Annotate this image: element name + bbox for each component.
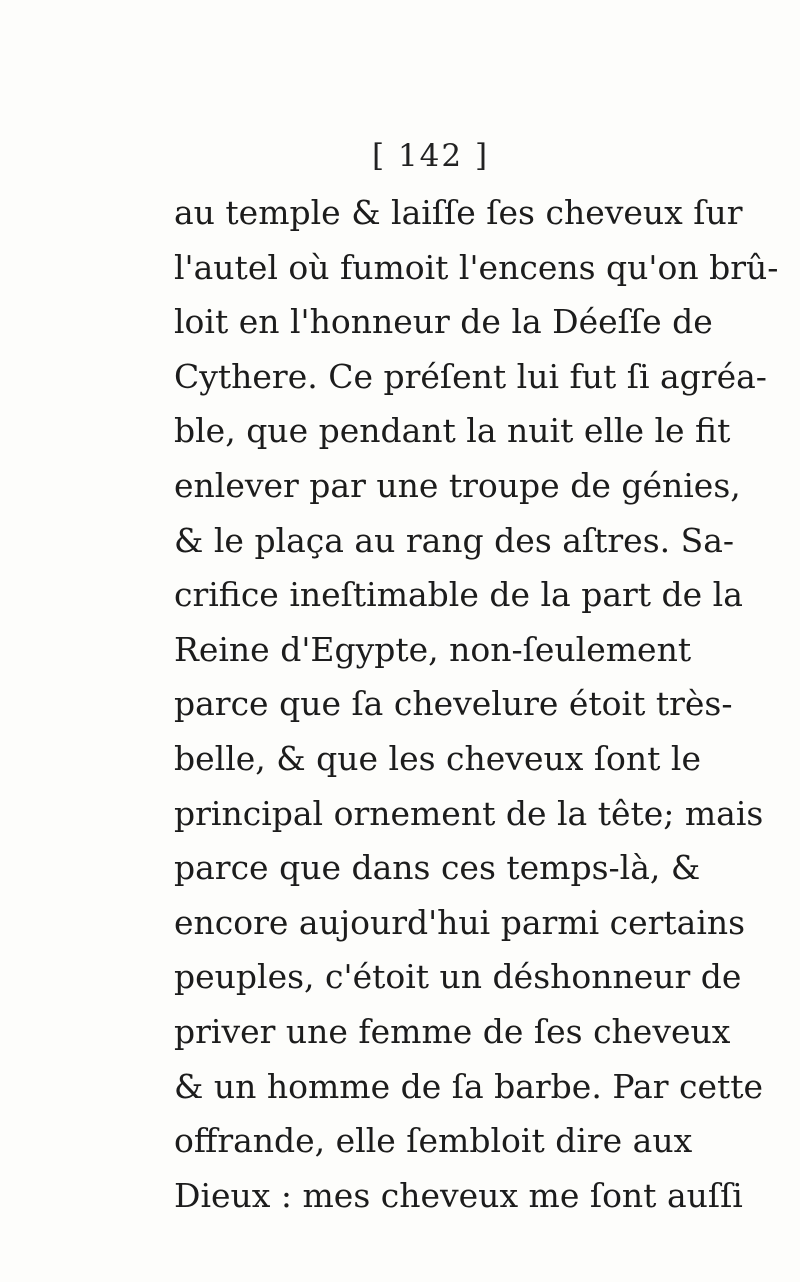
text-line: principal ornement de la tête; mais — [174, 793, 764, 833]
text-line: offrande, elle ſembloit dire aux — [174, 1121, 693, 1161]
page-number-header: [ 142 ] — [372, 138, 490, 174]
text-line: peuples, c'étoit un déshonneur de — [174, 957, 742, 997]
text-line: au temple & laiſſe ſes cheveux ſur — [174, 193, 743, 232]
text-line: ble, que pendant la nuit elle le fit — [174, 411, 731, 451]
text-line: belle, & que les cheveux ſont le — [174, 738, 702, 778]
text-line: & un homme de ſa barbe. Par cette — [174, 1066, 764, 1106]
page-body-text — [174, 186, 779, 1223]
text-line: Cythere. Ce préſent lui fut ſi agréa- — [174, 356, 767, 396]
text-line: crifice ineſtimable de la part de la — [174, 575, 743, 615]
text-line: l'autel où fumoit l'encens qu'on brû- — [174, 247, 779, 287]
text-line: encore aujourd'hui parmi certains — [174, 902, 746, 942]
text-line: Dieux : mes cheveux me ſont auſſi — [174, 1175, 743, 1215]
text-line: enlever par une troupe de génies, — [174, 465, 741, 505]
text-line: & le plaça au rang des aſtres. Sa- — [174, 520, 735, 560]
text-line: Reine d'Egypte, non-ſeulement — [174, 629, 692, 669]
text-line: parce que dans ces temps-là, & — [174, 848, 701, 888]
text-line: loit en l'honneur de la Déeſſe de — [174, 302, 713, 342]
text-line: priver une femme de ſes cheveux — [174, 1011, 731, 1051]
text-line: parce que ſa chevelure étoit très- — [174, 684, 733, 724]
